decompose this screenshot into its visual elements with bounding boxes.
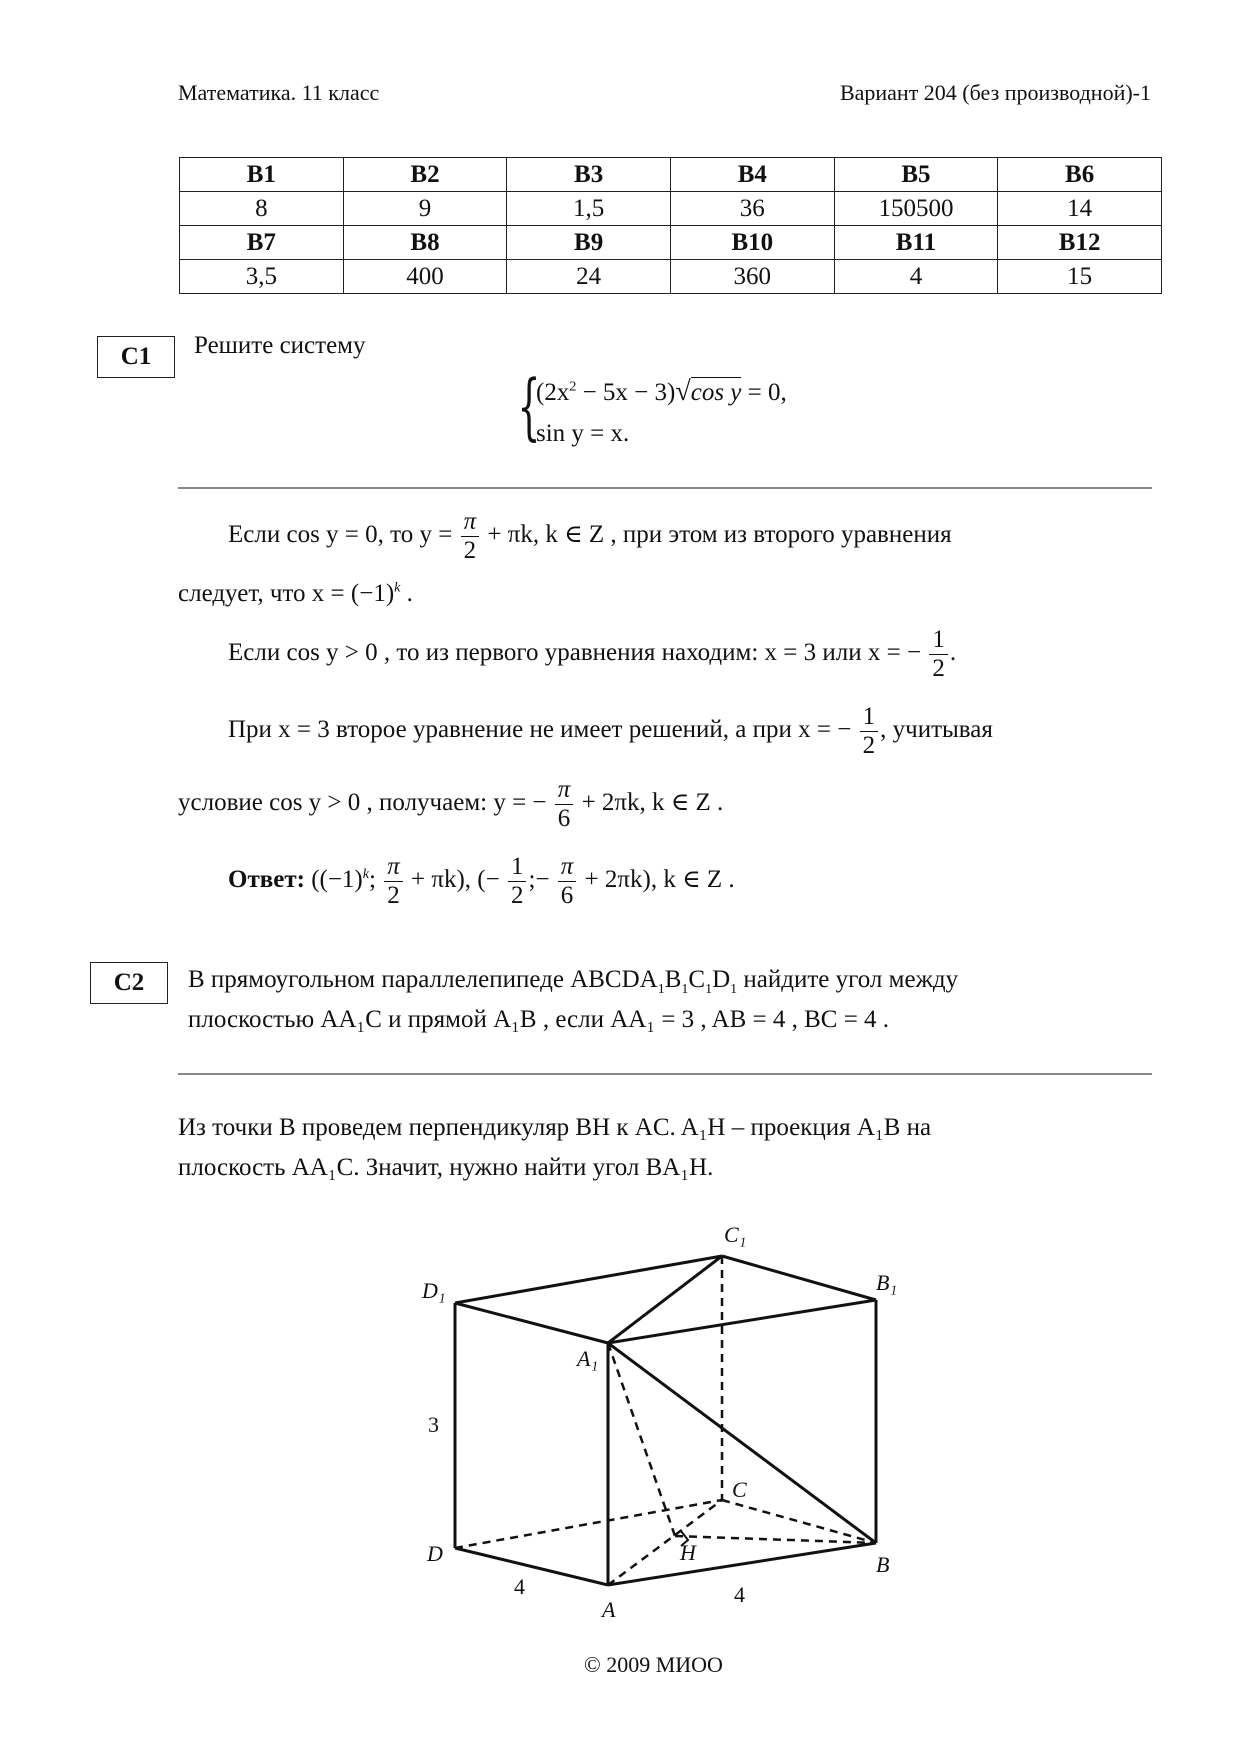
header-left: Математика. 11 класс bbox=[178, 80, 380, 105]
answer-value-cell: 150500 bbox=[834, 192, 998, 226]
answer-value-cell: 15 bbox=[998, 260, 1162, 294]
c2-solution-line-2: плоскость AA₁C. Значит, нужно найти угол BA₁H. bbox=[178, 1154, 714, 1181]
vertex-b1-label: B₁ bbox=[876, 1270, 898, 1295]
edge-ad-label: 4 bbox=[514, 1574, 525, 1599]
answer-key-cell: B8 bbox=[343, 226, 507, 260]
c1-solution-line-4: При x = 3 второе уравнение не имеет решений, а при x = − $\frac{1}{2}$ , учитывая bbox=[228, 703, 993, 759]
task-c2-label: C2 bbox=[90, 962, 168, 1004]
answer-key-cell: B3 bbox=[507, 158, 671, 192]
answer-value-cell: 14 bbox=[998, 192, 1162, 226]
answer-value-cell: 36 bbox=[670, 192, 834, 226]
answer-value-cell: 24 bbox=[507, 260, 671, 294]
c1-solution-line-2: следует, что $x = (-1)^k$ . bbox=[178, 580, 413, 607]
answer-key-cell: B4 bbox=[670, 158, 834, 192]
c2-solution-line-1: Из точки B проведем перпендикуляр BH к AC. A₁H – проекция A₁B на bbox=[178, 1114, 932, 1141]
vertex-c1-label: C₁ bbox=[724, 1222, 747, 1247]
task-c2-line-2: плоскостью AA₁C и прямой A₁B , если AA₁ = 3 , AB = 4 , BC = 4 . bbox=[188, 1006, 890, 1033]
answer-key-cell: B9 bbox=[507, 226, 671, 260]
answer-value-cell: 8 bbox=[180, 192, 344, 226]
vertex-h-label: H bbox=[680, 1540, 696, 1565]
answer-key-cell: B11 bbox=[834, 226, 998, 260]
answer-value-cell: 360 bbox=[670, 260, 834, 294]
answer-value-cell: 3,5 bbox=[180, 260, 344, 294]
answer-key-cell: B12 bbox=[998, 226, 1162, 260]
c1-solution-line-5: условие cos y > 0 , получаем: y = − $\frac{\pi}{6}$ + 2πk, k ∈ Z . bbox=[178, 776, 724, 832]
system-brace: { bbox=[517, 364, 541, 448]
edge-height-label: 3 bbox=[428, 1412, 439, 1437]
c1-solution-line-1: Если cos y = 0, то y = $\frac{\pi}{2}$ + πk, k ∈ Z , при этом из второго уравнения bbox=[228, 508, 952, 564]
system-eq1: $(2x^2 - 5x - 3)√\cos$ y = 0, bbox=[536, 376, 787, 407]
header-right: Вариант 204 (без производной)-1 bbox=[839, 80, 1151, 105]
answer-key-cell: B6 bbox=[998, 158, 1162, 192]
vertex-c-label: C bbox=[732, 1477, 747, 1502]
vertex-a1-label: A₁ bbox=[577, 1346, 599, 1371]
footer-copyright: © 2009 МИОО bbox=[584, 1652, 723, 1677]
answer-key-cell: B5 bbox=[834, 158, 998, 192]
vertex-b-label: B bbox=[876, 1552, 890, 1577]
system-eq2: sin y = x. bbox=[536, 420, 630, 447]
task-c1-label: C1 bbox=[97, 336, 175, 378]
answer-key-cell: B2 bbox=[343, 158, 507, 192]
edge-ab-label: 4 bbox=[734, 1582, 745, 1607]
task-c2-line-1: В прямоугольном параллелепипеде $ABCDA_1B_1C_1D_1$ найдите угол между bbox=[188, 966, 959, 997]
answer-value-cell: 1,5 bbox=[507, 192, 671, 226]
answer-key-cell: B7 bbox=[180, 226, 344, 260]
answer-key-cell: B10 bbox=[670, 226, 834, 260]
answer-value-cell: 4 bbox=[834, 260, 998, 294]
vertex-a-label: A bbox=[602, 1597, 616, 1622]
c1-answer: Ответ: ($(-1)^k$; $\frac{\pi}{2}$ + πk), (− $\frac{1}{2}$ ;− $\frac{\pi}{6}$ + 2πk), k ∈ Z . bbox=[228, 853, 735, 909]
c1-solution-line-3: Если cos y > 0 , то из первого уравнения находим: x = 3 или x = − $\frac{1}{2}$ . bbox=[228, 626, 957, 682]
vertex-d1-label: D₁ bbox=[422, 1278, 446, 1303]
answer-value-cell: 9 bbox=[343, 192, 507, 226]
answer-value-cell: 400 bbox=[343, 260, 507, 294]
task-c1-text: Решите систему bbox=[194, 332, 366, 359]
vertex-d-label: D bbox=[427, 1541, 443, 1566]
answer-key-cell: B1 bbox=[180, 158, 344, 192]
